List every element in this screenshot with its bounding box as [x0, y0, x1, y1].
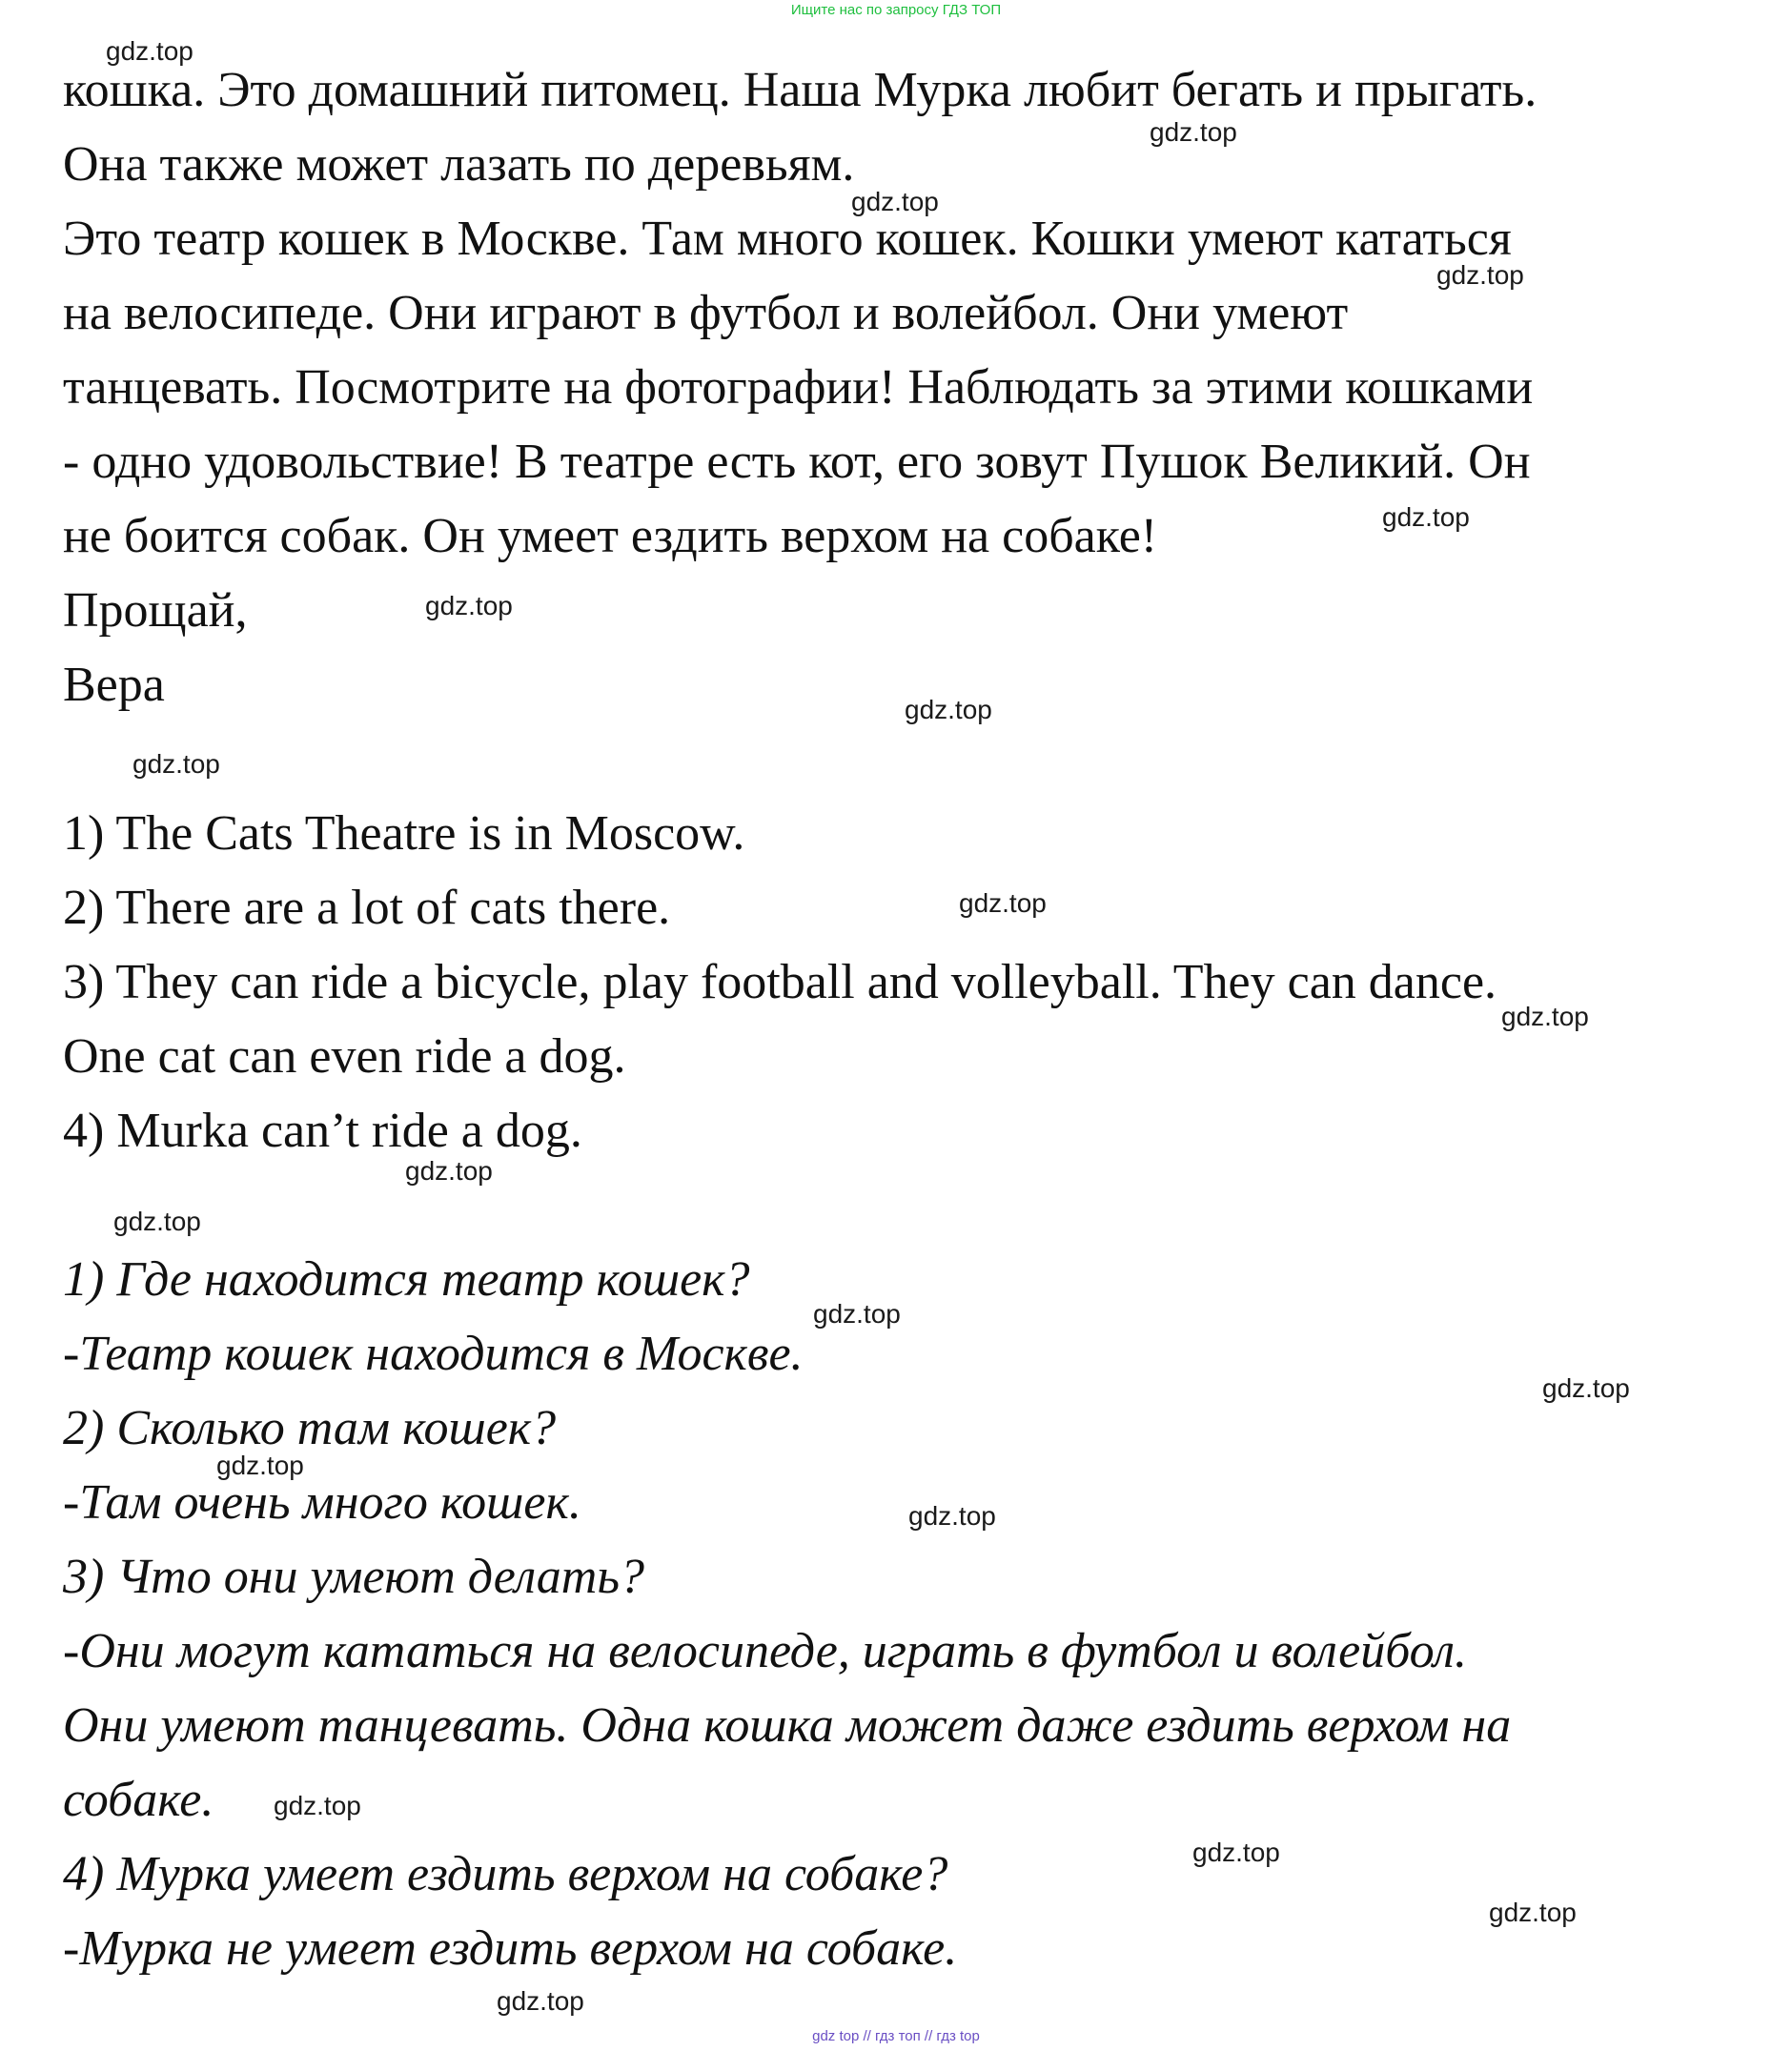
watermark: gdz.top: [851, 187, 939, 216]
top-banner[interactable]: Ищите нас по запросу ГДЗ ТОП: [790, 2, 1002, 18]
watermark: gdz.top: [113, 1207, 201, 1236]
watermark: gdz.top: [1150, 117, 1237, 147]
watermark: gdz.top: [1501, 1002, 1589, 1031]
watermark: gdz.top: [905, 695, 992, 724]
watermark: gdz.top: [1436, 260, 1524, 290]
question-line: 3) Что они умеют делать?: [63, 1550, 645, 1604]
answer-en-line: 4) Murka can’t ride a dog.: [63, 1104, 582, 1158]
watermark: gdz.top: [497, 1986, 584, 2016]
answer-en-line: 1) The Cats Theatre is in Moscow.: [63, 806, 745, 861]
question-line: 2) Сколько там кошек?: [63, 1401, 557, 1455]
watermark: gdz.top: [106, 36, 193, 66]
question-line: 4) Мурка умеет ездить верхом на собаке?: [63, 1847, 948, 1901]
answer-en-line: 2) There are a lot of cats there.: [63, 881, 671, 935]
watermark: gdz.top: [425, 591, 513, 620]
letter-signature: Вера: [63, 658, 165, 712]
answer-ru-line: -Мурка не умеет ездить верхом на собаке.: [63, 1921, 958, 1976]
watermark: gdz.top: [813, 1299, 901, 1329]
letter-line: на велосипеде. Они играют в футбол и волейбол. Они умеют: [63, 286, 1349, 340]
letter-line: Она также может лазать по деревьям.: [63, 137, 855, 192]
letter-line: не боится собак. Он умеет ездить верхом на собаке!: [63, 509, 1158, 563]
answer-ru-line: собаке.: [63, 1773, 214, 1827]
question-line: 1) Где находится театр кошек?: [63, 1252, 750, 1307]
watermark: gdz.top: [1489, 1898, 1577, 1927]
footer-links[interactable]: gdz top // гдз топ // гдз top: [812, 2028, 980, 2044]
answer-ru-line: -Там очень много кошек.: [63, 1475, 581, 1530]
watermark: gdz.top: [216, 1451, 304, 1480]
letter-line: танцевать. Посмотрите на фотографии! Наблюдать за этими кошками: [63, 360, 1534, 415]
letter-line: Это театр кошек в Москве. Там много кошек. Кошки умеют кататься: [63, 212, 1512, 266]
answer-en-line: 3) They can ride a bicycle, play football and volleyball. They can dance.: [63, 955, 1497, 1009]
watermark: gdz.top: [405, 1156, 493, 1186]
watermark: gdz.top: [274, 1791, 361, 1820]
letter-closing: Прощай,: [63, 583, 248, 638]
answer-en-line: One cat can even ride a dog.: [63, 1029, 626, 1084]
watermark: gdz.top: [1382, 502, 1470, 532]
letter-line: кошка. Это домашний питомец. Наша Мурка любит бегать и прыгать.: [63, 63, 1537, 117]
watermark: gdz.top: [1542, 1373, 1630, 1403]
watermark: gdz.top: [1192, 1838, 1280, 1867]
answer-ru-line: -Театр кошек находится в Москве.: [63, 1327, 804, 1381]
watermark: gdz.top: [959, 888, 1047, 918]
answer-ru-line: -Они могут кататься на велосипеде, играть в футбол и волейбол.: [63, 1624, 1468, 1678]
watermark: gdz.top: [908, 1501, 996, 1531]
answer-ru-line: Они умеют танцевать. Одна кошка может даже ездить верхом на: [63, 1698, 1512, 1753]
watermark: gdz.top: [132, 749, 220, 779]
letter-line: - одно удовольствие! В театре есть кот, его зовут Пушок Великий. Он: [63, 435, 1531, 489]
